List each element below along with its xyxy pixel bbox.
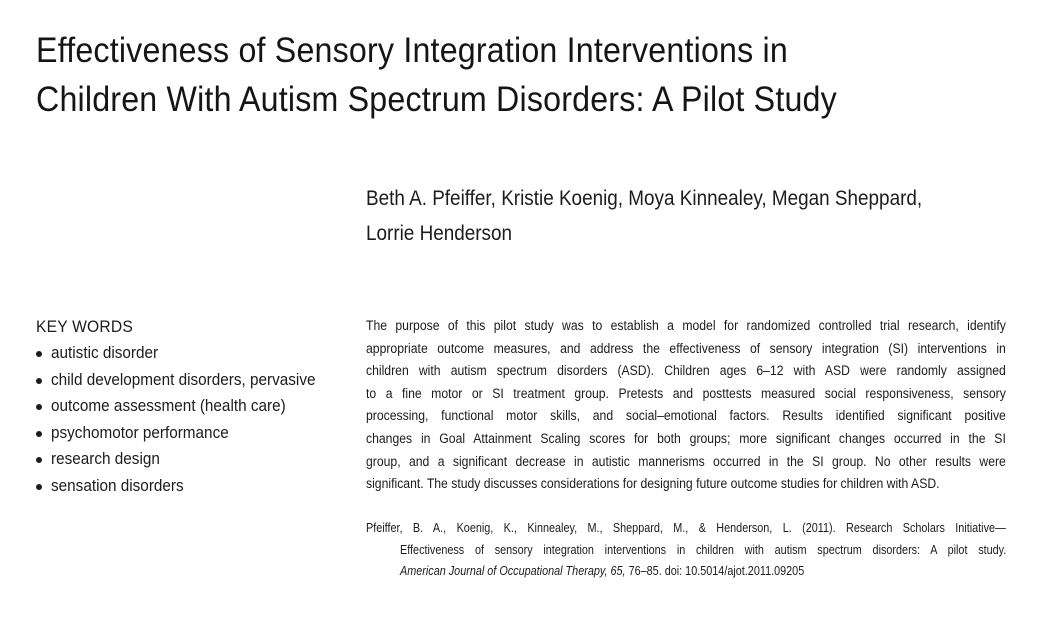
keyword-item: autistic disorder [36,340,346,367]
citation-line-1: Pfeiffer, B. A., Koenig, K., Kinnealey, M., Sheppard, M., & Henderson, L. (2011). Research Scholars Initiative— [366,521,1006,535]
article-title-line-1: Effectiveness of Sensory Integration Interventions in [36,31,788,70]
bullet-icon [36,351,42,357]
citation-pages-doi: 76–85. doi: 10.5014/ajot.2011.09205 [625,564,805,578]
author-list [366,181,960,251]
citation-line-3 [400,561,921,583]
abstract-line: processing, functional motor skills, and social–emotional factors. Results identified significant positive [366,408,1006,425]
abstract-line: significant. The study discusses considerations for designing future outcome studies for children with ASD. [366,476,940,493]
abstract-line: changes in Goal Attainment Scaling scores for both groups; more significant changes occurred in the SI [366,430,1006,447]
article-title [36,26,956,124]
abstract-line: to a fine motor or SI treatment group. Pretests and posttests measured social responsiveness, sensory [366,385,1006,402]
keywords-section [36,316,346,500]
bullet-icon [36,484,42,490]
keywords-list [36,340,346,500]
keyword-item: research design [36,446,346,473]
abstract-line: group, and a significant decrease in autistic mannerisms occurred in the SI group. No other results were [366,453,1006,470]
author-list-line-1: Beth A. Pfeiffer, Kristie Koenig, Moya Kinnealey, Megan Sheppard, [366,187,923,210]
bullet-icon [36,457,42,463]
citation-line-2: Effectiveness of sensory integration interventions in children with autism spectrum disorders: A pilot study. [400,542,1007,557]
citation-journal: American Journal of Occupational Therapy, 65, [400,564,626,578]
bullet-icon [36,378,42,384]
cropped-header-text [0,0,1051,2]
abstract-line: appropriate outcome measures, and address the effectiveness of sensory integration (SI) interventions in [366,340,1006,357]
abstract-line: children with autism spectrum disorders (ASD). Children ages 6–12 with ASD were randomly assigned [366,363,1006,380]
keyword-item: outcome assessment (health care) [36,393,346,420]
bullet-icon [36,404,42,410]
keyword-item: psychomotor performance [36,420,346,447]
abstract-line: The purpose of this pilot study was to establish a model for randomized controlled trial research, identify [366,318,1006,334]
citation-block [366,518,1006,583]
bullet-icon [36,431,42,437]
keyword-item: child development disorders, pervasive [36,367,346,394]
abstract-paragraph [366,315,1006,496]
author-list-line-2: Lorrie Henderson [366,222,513,245]
keywords-heading: KEY WORDS [36,317,133,336]
keyword-item: sensation disorders [36,473,346,500]
article-title-line-2: Children With Autism Spectrum Disorders: A Pilot Study [36,80,837,119]
